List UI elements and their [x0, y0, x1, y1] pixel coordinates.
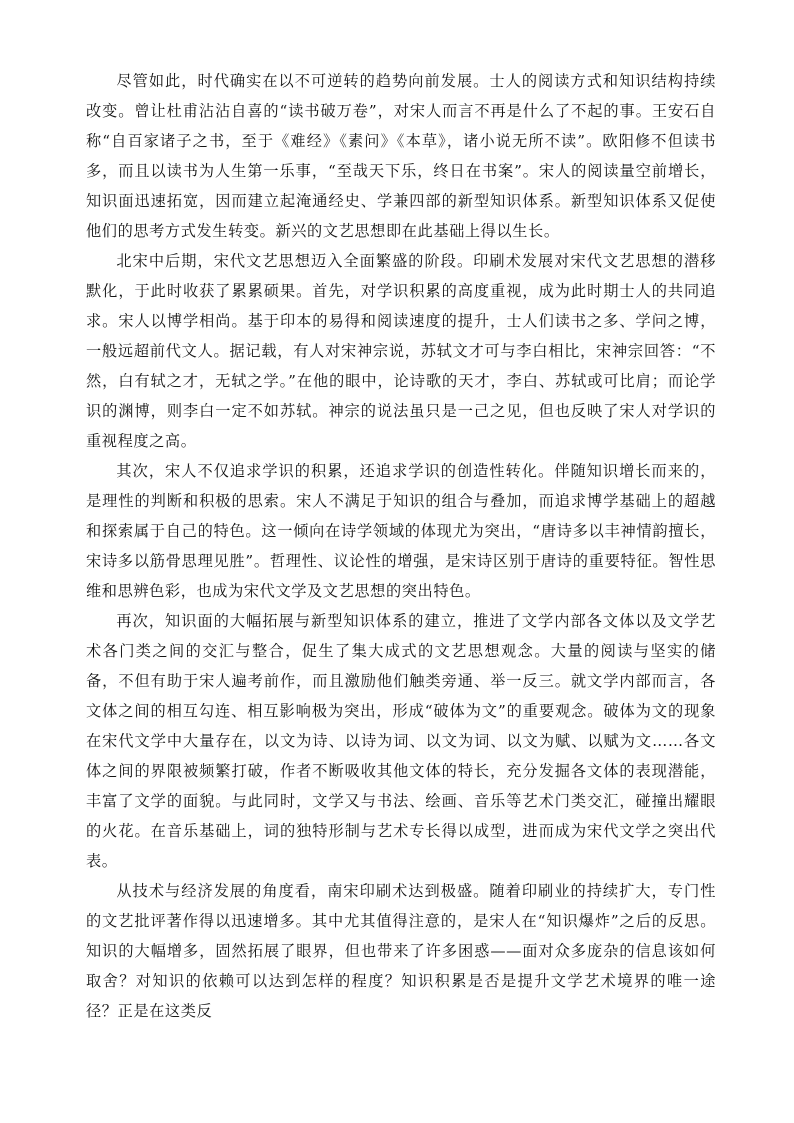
paragraph-2: 北宋中后期，宋代文艺思想迈入全面繁盛的阶段。印刷术发展对宋代文艺思想的潜移默化，于此时收获了累累硕果。首先，对学识积累的高度重视，成为此时期士人的共同追求。宋人以博学相尚。基于印本的易得和阅读速度的提升，士人们读书之多、学问之博，一般远超前代文人。据记载，有人对宋神宗说，苏轼文才可与李白相比，宋神宗回答：“不然，白有轼之才，无轼之学。”在他的眼中，论诗歌的天才，李白、苏轼或可比肩；而论学识的渊博，则李白一定不如苏轼。神宗的说法虽只是一己之见，但也反映了宋人对学识的重视程度之高。: [86, 252, 716, 450]
paragraph-5: 从技术与经济发展的角度看，南宋印刷术达到极盛。随着印刷业的持续扩大，专门性的文艺批评著作得以迅速增多。其中尤其值得注意的，是宋人在“知识爆炸”之后的反思。知识的大幅增多，固然拓展了眼界，但也带来了许多困惑——面对众多庞杂的信息该如何取舍？对知识的依赖可以达到怎样的程度？知识积累是否是提升文学艺术境界的唯一途径？正是在这类反: [86, 882, 716, 1020]
paragraph-4: 再次，知识面的大幅拓展与新型知识体系的建立，推进了文学内部各文体以及文学艺术各门类之间的交汇与整合，促生了集大成式的文艺思想观念。大量的阅读与坚实的储备，不但有助于宋人遍考前作，而且激励他们触类旁通、举一反三。就文学内部而言，各文体之间的相互勾连、相互影响极为突出，形成“破体为文”的重要观念。破体为文的现象在宋代文学中大量存在，以文为诗、以诗为词、以文为词、以文为赋、以赋为文……各文体之间的界限被频繁打破，作者不断吸收其他文体的特长，充分发掘各文体的表现潜能，丰富了文学的面貌。与此同时，文学又与书法、绘画、音乐等艺术门类交汇，碰撞出耀眼的火花。在音乐基础上，词的独特形制与艺术专长得以成型，进而成为宋代文学之突出代表。: [86, 612, 716, 870]
paragraph-1: 尽管如此，时代确实在以不可逆转的趋势向前发展。士人的阅读方式和知识结构持续改变。曾让杜甫沾沾自喜的“读书破万卷”，对宋人而言不再是什么了不起的事。王安石自称“自百家诸子之书，至于《难经》《素问》《本草》，诸小说无所不读”。欧阳修不但读书多，而且以读书为人生第一乐事，“至哉天下乐，终日在书案”。宋人的阅读量空前增长，知识面迅速拓宽，因而建立起淹通经史、学兼四部的新型知识体系。新型知识体系又促使他们的思考方式发生转变。新兴的文艺思想即在此基础上得以生长。: [86, 72, 716, 240]
document-body: [86, 66, 716, 1026]
paragraph-3: 其次，宋人不仅追求学识的积累，还追求学识的创造性转化。伴随知识增长而来的，是理性的判断和积极的思索。宋人不满足于知识的组合与叠加，而追求博学基础上的超越和探索属于自己的特色。这一倾向在诗学领域的体现尤为突出，“唐诗多以丰神情韵擅长，宋诗多以筋骨思理见胜”。哲理性、议论性的增强，是宋诗区别于唐诗的重要特征。智性思维和思辨色彩，也成为宋代文学及文艺思想的突出特色。: [86, 462, 716, 600]
